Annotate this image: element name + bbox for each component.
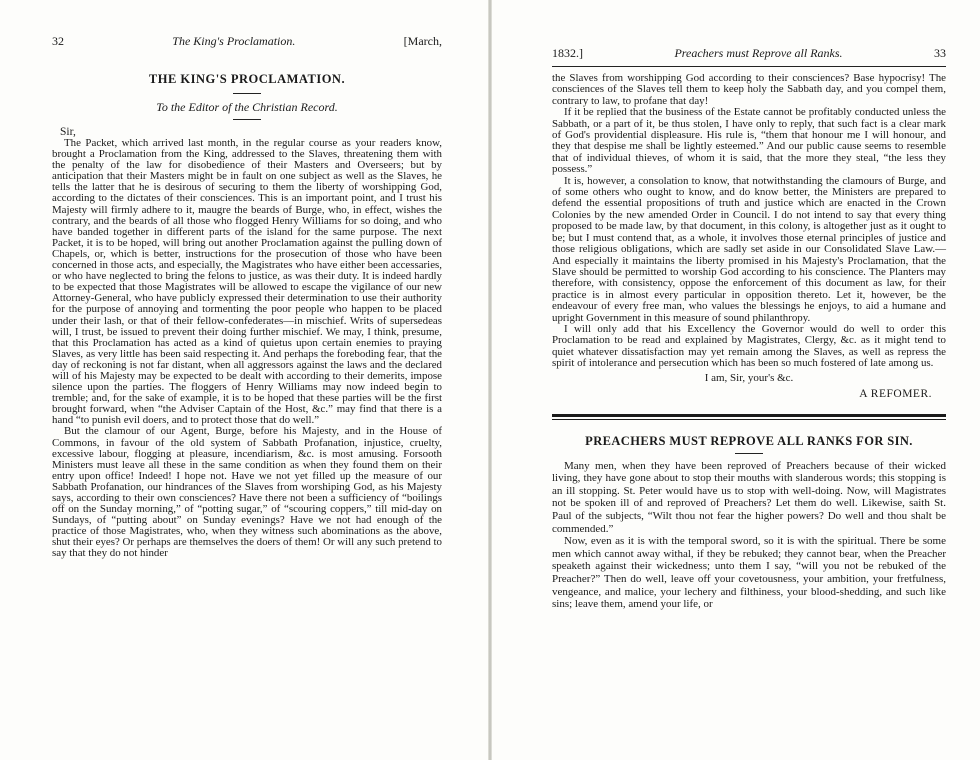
article2-title: PREACHERS MUST REPROVE ALL RANKS FOR SIN. bbox=[585, 433, 913, 448]
salutation: Sir, bbox=[60, 126, 76, 138]
left-page-number: 32 bbox=[52, 34, 64, 48]
right-body bbox=[552, 73, 946, 370]
paragraph: Many men, when they have been reproved of Preachers because of their wicked living, they have gone about to stop their mouths with slanderous words; this stopping is an ill stopping. St. Peter would have us to stop with well-doing. Now, will Magistrates not be spoken ill of and reproved of Preachers? Let them do well. Likewise, saith St. Paul of the subjects, “Wilt thou not fear the higher powers? Do well and thou shalt be commended.” bbox=[552, 459, 946, 535]
article2-rule bbox=[735, 453, 763, 454]
left-running-head bbox=[52, 34, 442, 52]
paragraph: The Packet, which arrived last month, in the regular course as your readers know, brought a Proclamation from the King, addressed to the Slaves, threatening them with the penalty of the law for disobedience of their Masters and Overseers; but by anticipation that their Masters might be in fault on one subject as well as the Slaves, he tells the latter that he is desirous of securing to them the liberty of worshipping God, according to the dictates of their consciences. This is an important point, and I trust his Majesty will firmly adhere to it, maugre the beards of Burge, who, in effect, wishes the contrary, and the beards of all those who flogged Henry Williams for so doing, and who have banded together in different parts of the island for the same purpose. The next Packet, it is to be hoped, will bring out another Proclamation against the pulling down of Chapels, or, which is better, instructions for the prosecution of those who have been concerned in those acts, and especially, the Magistrates who have either been accessaries, or who have neglected to bring the felons to justice, as was their duty. It is indeed hardly to be expected that those Magistrates will be allowed to escape the vigilance of our new Attorney-General, who have publicly expressed their determination to use their authority for the purpose of annoying and tormenting the poor people who happen to be placed under their lash, or that of their fellow-confederates—in mischief. Writs of supersedeas will, I trust, be issued to prevent their doing further mischief. We may, I think, presume, that this Proclamation has acted as a kind of quietus upon certain enemies to praying Slaves, as very little has been said respecting it. And perhaps the foreboding fear, that the day of reckoning is not far distant, when all aggressors against the laws and the declared will of his Majesty may be expected to be dealt with according to their demerits, impose silence upon the parties. The floggers of Henry Williams may now indeed begin to tremble; and, for the sake of example, it is to be hoped that these parties will be the first brought forward, when “the Adviser Captain of the Host, &c.” may find that there is a hand “to punish evil doers, and to protect those that do well.” bbox=[52, 137, 442, 427]
paragraph: the Slaves from worshipping God according to their consciences? Base hypocrisy! The consciences of the Slaves tell them to keep holy the Sabbath day, and you compel them, contrary to law, to profane that day! bbox=[552, 72, 946, 107]
right-page-date: 1832.] bbox=[552, 46, 583, 60]
paragraph: If it be replied that the business of the Estate cannot be profitably conducted unless the Sabbath, or a part of it, be thus stolen, I have only to reply, that such fact is a clear mark of God's providential displeasure. His rule is, “them that honour me I will honour, and they that despise me shall be lightly esteemed.” And our public cause seems to resemble that of individual thieves, of whom it is said, that the more they steal, “the less they possess.” bbox=[552, 106, 946, 176]
paragraph: Now, even as it is with the temporal sword, so it is with the spiritual. There be some men which cannot away withal, if they be rebuked; they cannot bear, when the Preacher speaketh against their wickedness; unto them I say, “will you not be rebuked of the Preacher?” Then do well, leave off your covetousness, your ambition, your fretfulness, vengeance, and malice, your lechery and filthiness, your blood-shedding, and such like sins; leave them, amend your life, or bbox=[552, 535, 946, 611]
addressee-rule bbox=[233, 119, 261, 120]
paragraph: But the clamour of our Agent, Burge, before his Majesty, and in the House of Commons, in favour of the old system of Sabbath Profanation, injustice, cruelty, excessive labour, flogging at pleasure, incendiarism, &c. is most amusing. Forsooth Ministers must leave all these in the same condition as when they found them on their entry upon office! Indeed! I hope not. Have we not yet filled up the measure of our Sabbath Profanation, our hindrances of the Slaves from worshiping God, as his Majesty says, according to their own consciences? Have there not been a sufficiency of “boilings off on the Sunday morning,” of “potting sugar,” of “scouring coppers,” till mid-day on Sundays, of “putting about” on Sunday evenings? Have we not had enough of the practice of those Magistrates, who, when they witness such abominations as the above, shut their eyes? Or perhaps are themselves the doers of them! Or will any such pretend to say that they do not hinder bbox=[52, 425, 442, 560]
article2-body bbox=[552, 460, 946, 611]
left-running-date: [March, bbox=[403, 34, 442, 48]
right-page-number: 33 bbox=[933, 46, 946, 60]
signature: A REFOMER. bbox=[859, 387, 932, 400]
section-divider bbox=[552, 414, 946, 420]
right-running-head bbox=[552, 46, 946, 67]
left-body bbox=[52, 138, 442, 560]
title-rule bbox=[233, 93, 261, 94]
paragraph: It is, however, a consolation to know, that notwithstanding the clamours of Burge, and of some others who ought to know, and do know better, the Ministers are prepared to defend the essential propositions of truth and justice which are enacted in the Crown Colonies by the new amended Order in Council. I do not intend to say that every thing proposed to be made law, by that document, in this colony, is altogether just as it ought to be; but I must contend that, as a whole, it involves those eternal principles of justice and those religious obligations, which are sadly set aside in our Consolidated Slave Law.—And especially it maintains the liberty promised in his Majesty's Proclamation, that the Slave should be permitted to worship God according to his conscience. The Planters may therefore, with consistency, oppose the enforcement of this document as law, for their practice is in almost every particular in opposition thereto. Let it, however, be the endeavour of every free man, who values the blessings he enjoys, to aid a humane and upright Government in this measure of sound philanthropy. bbox=[552, 174, 946, 324]
closing: I am, Sir, your's &c. bbox=[704, 371, 794, 384]
right-page bbox=[490, 0, 980, 760]
right-running-title: Preachers must Reprove all Ranks. bbox=[674, 46, 843, 60]
paragraph: I will only add that his Excellency the Governor would do well to order this Proclamation to be read and explained by Magistrates, Clergy, &c. as it might tend to quiet whatever dissatisfaction may yet remain among the Slaves, as well as repress the spirit of intolerance and persecution which has been so much fostered of late among us. bbox=[552, 322, 946, 370]
addressee: To the Editor of the Christian Record. bbox=[156, 100, 338, 114]
article-title: THE KING'S PROCLAMATION. bbox=[148, 72, 346, 86]
left-running-title: The King's Proclamation. bbox=[172, 34, 296, 48]
